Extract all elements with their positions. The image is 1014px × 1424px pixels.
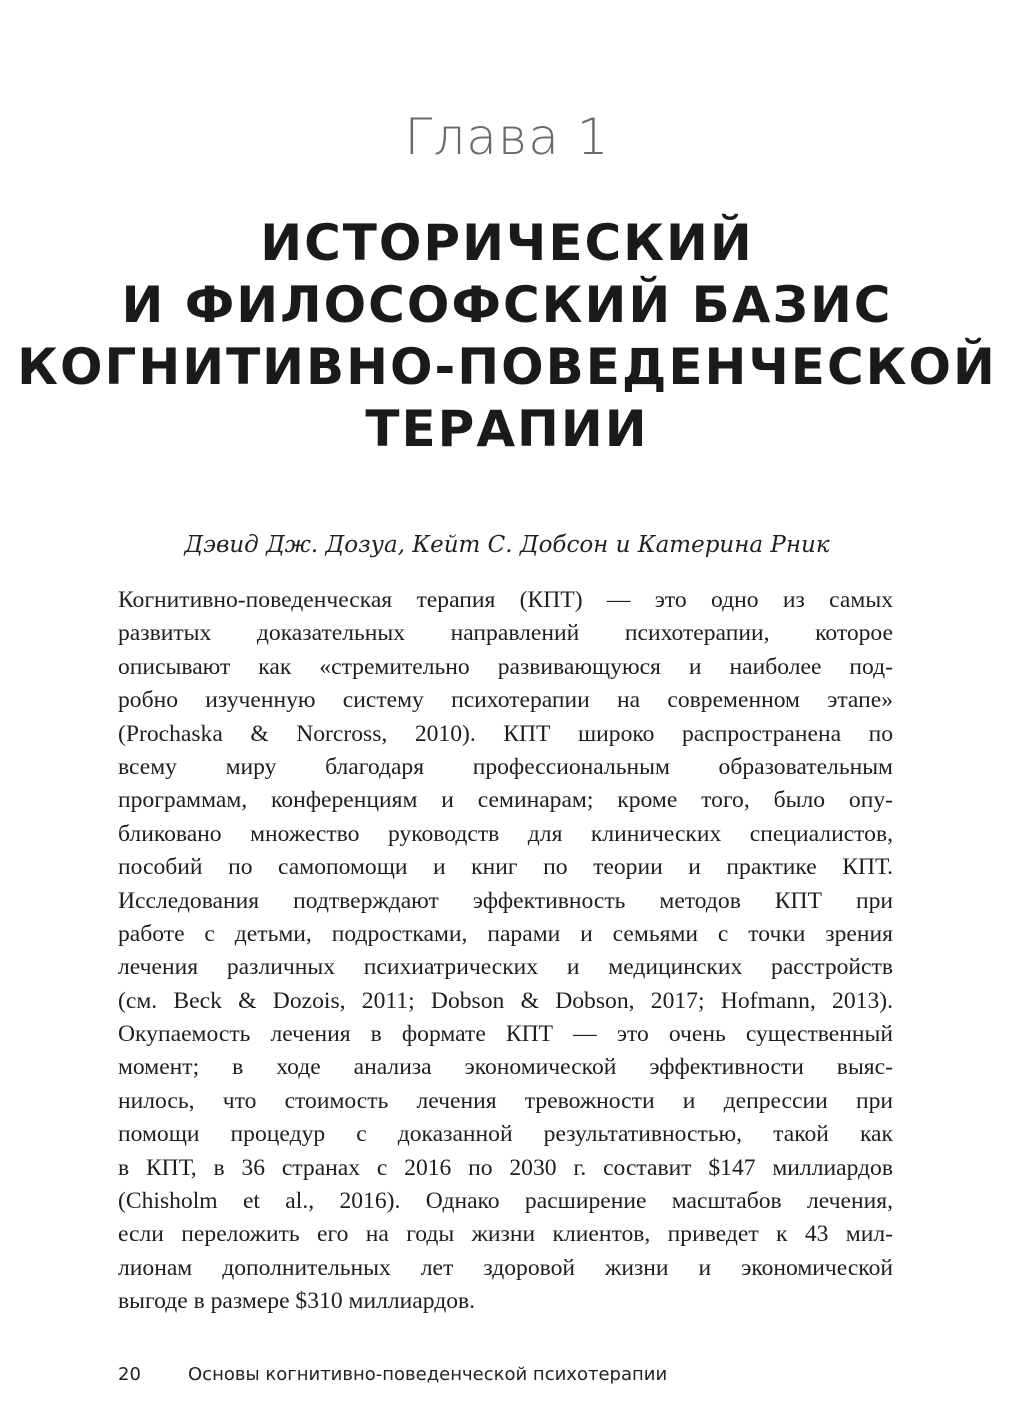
body-line: робно изученную систему психотерапии на современном этапе» [118, 687, 893, 714]
body-line: описывают как «стремительно развивающуюся и наиболее под- [118, 653, 893, 680]
body-line: лечения различных психиатрических и медицинских расстройств [118, 954, 893, 981]
chapter-title-line: КОГНИТИВНО-ПОВЕДЕНЧЕСКОЙ [17, 338, 997, 396]
body-line: работе с детьми, подростками, парами и семьями с точки зрения [118, 920, 893, 947]
body-line: (Prochaska & Norcross, 2010). КПТ широко распространена по [118, 720, 893, 747]
chapter-title-line: ТЕРАПИИ [365, 400, 649, 458]
body-line: развитых доказательных направлений психотерапии, которое [118, 620, 893, 647]
chapter-title [0, 212, 1014, 460]
body-line: помощи процедур с доказанной результативностью, такой как [118, 1121, 893, 1148]
body-line: пособий по самопомощи и книг по теории и практике КПТ. [118, 854, 893, 881]
body-line: в КПТ, в 36 странах с 2016 по 2030 г. составит $147 миллиардов [118, 1154, 893, 1181]
body-line: программам, конференциям и семинарам; кроме того, было опу- [118, 787, 893, 814]
body-line: момент; в ходе анализа экономической эффективности выяс- [118, 1054, 893, 1081]
page-footer [118, 1364, 667, 1385]
chapter-label: Глава 1 [404, 108, 610, 166]
page-number: 20 [118, 1364, 141, 1385]
chapter-authors: Дэвид Дж. Дозуа, Кейт С. Добсон и Катерина Рник [184, 532, 830, 558]
body-line: нилось, что стоимость лечения тревожности и депрессии при [118, 1087, 893, 1114]
body-line: лионам дополнительных лет здоровой жизни и экономической [118, 1254, 893, 1281]
body-line: Окупаемость лечения в формате КПТ — это очень существенный [118, 1021, 893, 1048]
body-line: (см. Beck & Dozois, 2011; Dobson & Dobson, 2017; Hofmann, 2013). [118, 987, 893, 1014]
body-line: бликовано множество руководств для клинических специалистов, [118, 820, 893, 847]
body-line: Когнитивно-поведенческая терапия (КПТ) — это одно из самых [118, 587, 893, 613]
chapter-title-line: И ФИЛОСОФСКИЙ БАЗИС [121, 276, 893, 334]
body-line: всему миру благодаря профессиональным образовательным [118, 753, 893, 780]
chapter-title-line: ИСТОРИЧЕСКИЙ [260, 214, 754, 272]
running-title: Основы когнитивно-поведенческой психотерапии [188, 1364, 668, 1385]
body-line: (Chisholm et al., 2016). Однако расширение масштабов лечения, [118, 1188, 893, 1215]
body-line: если переложить его на годы жизни клиентов, приведет к 43 мил- [118, 1221, 893, 1248]
body-paragraph [118, 584, 893, 1319]
body-line: Исследования подтверждают эффективность методов КПТ при [118, 887, 893, 914]
body-line: выгоде в размере $310 миллиардов. [118, 1288, 476, 1315]
